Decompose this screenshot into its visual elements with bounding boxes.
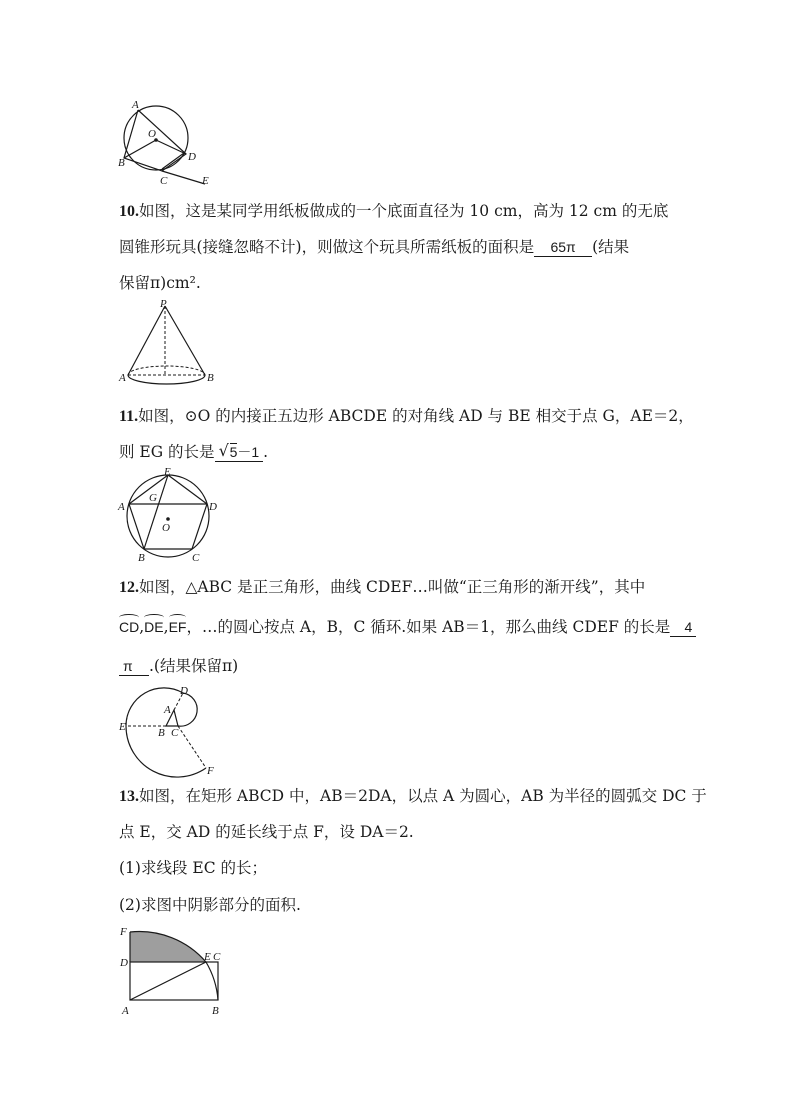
q10-text-2b: (结果 [592, 238, 630, 256]
arc-ef: EF [168, 619, 187, 635]
q13-text-2: 点 E，交 AD 的延长线于点 F，设 DA＝2. [119, 823, 414, 841]
label-b: B [118, 157, 125, 169]
label-c: C [213, 951, 221, 963]
label-c: C [192, 552, 200, 564]
q11-answer-rest: －1 [237, 444, 260, 460]
label-a: A [119, 372, 126, 384]
q10-text-2: 圆锥形玩具(接缝忽略不计)，则做这个玩具所需纸板的面积是 [119, 238, 535, 256]
q13-line-1 [119, 786, 707, 807]
q13-line-2 [119, 822, 414, 842]
q12-number: 12. [119, 579, 139, 596]
q11-text-2b: . [263, 443, 269, 461]
q12-line-2: CD,DE,EF，…的圆心按点 A，B，C 循环.如果 AB＝1，那么曲线 CDEF 的长是 4 [119, 617, 696, 637]
q13-text-1: 如图，在矩形 ABCD 中，AB＝2DA，以点 A 为圆心，AB 为半径的圆弧交 DC 于 [139, 787, 707, 805]
label-a: A [164, 704, 171, 716]
label-f: F [207, 765, 214, 777]
label-b: B [158, 727, 165, 739]
cone-edge-pa [128, 306, 165, 375]
q12-text-1: 如图，△ABC 是正三角形，曲线 CDEF…叫做“正三角形的渐开线”，其中 [139, 578, 646, 596]
q11-line-1 [119, 406, 694, 427]
q12-answer-b: π [119, 657, 149, 676]
segment-ce [162, 171, 205, 184]
label-f: F [120, 926, 127, 938]
label-e: E [204, 951, 211, 963]
label-p: P [160, 298, 167, 310]
label-a: A [132, 99, 139, 111]
label-a: A [122, 1005, 129, 1017]
label-e: E [164, 466, 171, 478]
label-a: A [118, 501, 125, 513]
dash-cf [178, 726, 206, 768]
label-d: D [180, 685, 188, 697]
cone-edge-pb [165, 306, 205, 375]
q10-line-1 [119, 201, 668, 222]
label-o: O [162, 522, 170, 534]
arc-de: DE [144, 619, 164, 635]
q11-text-1: 如图，⊙O 的内接正五边形 ABCDE 的对角线 AD 与 BE 相交于点 G，AE＝2， [138, 407, 694, 425]
q13-sub-2 [119, 895, 301, 915]
q12-text-3: .(结果保留π) [149, 657, 239, 675]
segment-od [156, 140, 186, 154]
figure-pentagon-circle [116, 466, 226, 564]
q10-text-3: 保留π)cm². [119, 274, 201, 292]
diagonal-be [144, 475, 168, 549]
figure-involute [118, 684, 228, 780]
q12-answer-a: 4 [670, 618, 696, 637]
q13-sub-1 [119, 858, 267, 878]
label-c: C [160, 175, 168, 187]
cone-base [128, 375, 205, 384]
q11-answer: √ 5－1 [215, 443, 264, 462]
arc-de [126, 688, 183, 726]
label-c: C [171, 727, 179, 739]
label-d: D [120, 957, 128, 969]
q11-text-2: 则 EG 的长是 [119, 443, 215, 461]
label-d: D [209, 501, 217, 513]
q13-number: 13. [119, 788, 139, 805]
q10-number: 10. [119, 203, 139, 220]
label-b: B [207, 372, 214, 384]
circle-o [127, 475, 209, 557]
q10-line-3 [119, 273, 201, 293]
q11-line-2 [119, 442, 268, 462]
figure-rectangle-arc [118, 922, 233, 1022]
q11-number: 11. [119, 408, 139, 425]
arc-cd: CD [119, 619, 140, 635]
label-g: G [149, 492, 157, 504]
circle-o [124, 106, 188, 170]
arc-cd [178, 693, 197, 726]
q10-text-1: 如图，这是某同学用纸板做成的一个底面直径为 10 cm，高为 12 cm 的无底 [139, 202, 669, 220]
q12-text-2: ，…的圆心按点 A，B，C 循环.如果 AB＝1，那么曲线 CDEF 的长是 [186, 618, 671, 636]
figure-circle-quadrilateral [110, 98, 230, 190]
label-e: E [202, 175, 209, 187]
label-d: D [188, 151, 196, 163]
arc-lower [206, 962, 218, 1000]
q13-sub2-text: (2)求图中阴影部分的面积. [119, 896, 301, 914]
arc-ef [126, 726, 206, 777]
segment-ae [130, 962, 206, 1000]
label-e: E [119, 721, 126, 733]
label-b: B [212, 1005, 219, 1017]
q10-answer: 65π [534, 238, 592, 257]
label-b: B [138, 552, 145, 564]
q11-answer-root: 5 [229, 444, 238, 460]
q10-line-2 [119, 237, 629, 257]
center-point [166, 517, 170, 521]
label-o: O [148, 128, 156, 140]
q12-line-1 [119, 577, 645, 598]
rectangle-abcd [130, 962, 218, 1000]
q13-sub1-text: (1)求线段 EC 的长； [119, 859, 267, 877]
q12-line-3 [119, 656, 238, 676]
figure-cone [118, 298, 228, 390]
